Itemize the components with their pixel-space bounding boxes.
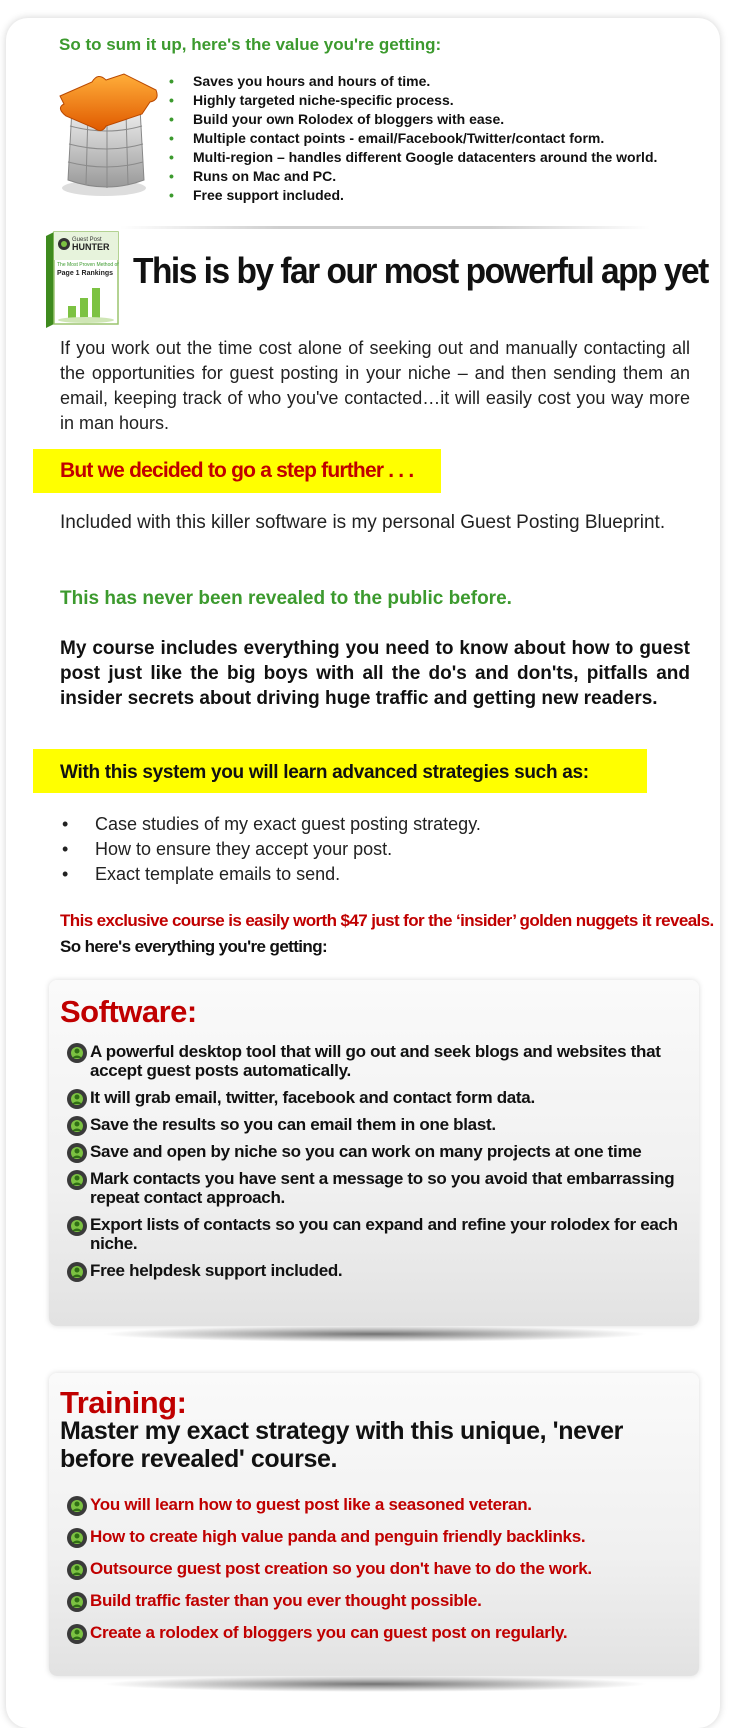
intro-paragraph: If you work out the time cost alone of seeking out and manually contacting all the opportunities for guest posting in your niche – and then sending them an email, keeping track of who you've contacted…it will easily cost you way more in man hours. [60, 338, 690, 433]
hunter-icon [66, 1115, 88, 1137]
list-item [60, 1042, 690, 1080]
hunter-icon [66, 1559, 88, 1581]
hunter-icon [66, 1215, 88, 1237]
list-item: • Exact template emails to send. [60, 862, 481, 887]
software-list [60, 1042, 690, 1280]
hunter-icon [66, 1261, 88, 1283]
hunter-icon [66, 1088, 88, 1110]
list-item [60, 1623, 690, 1642]
training-subtitle: Master my exact strategy with this unique, 'never before revealed' course. [60, 1417, 623, 1473]
hunter-icon [66, 1527, 88, 1549]
value-list [165, 72, 657, 205]
training-title: Training: [60, 1385, 187, 1420]
never-revealed-text: This has never been revealed to the public before. [60, 588, 512, 609]
list-item: • How to ensure they accept your post. [60, 837, 481, 862]
list-item [60, 1559, 690, 1578]
list-item-text: It will grab email, twitter, facebook and contact form data. [90, 1088, 535, 1107]
list-item-text: Save and open by niche so you can work on many projects at one time [90, 1142, 642, 1161]
list-item [60, 1261, 690, 1280]
hunter-icon [66, 1169, 88, 1191]
list-item [60, 1591, 690, 1610]
list-item-text: Mark contacts you have sent a message to so you avoid that embarrassing repeat contact approach. [90, 1169, 675, 1207]
box-tagline: The Most Proven Method of [57, 262, 119, 268]
list-item: • Runs on Mac and PC. [165, 167, 657, 186]
list-item [60, 1527, 690, 1546]
list-item [60, 1088, 690, 1107]
divider [120, 226, 650, 229]
list-item-text: Free helpdesk support included. [90, 1261, 343, 1280]
list-item-text: Create a rolodex of bloggers you can guest post on regularly. [90, 1623, 568, 1642]
list-item: • Highly targeted niche-specific process. [165, 91, 657, 110]
box-brand: Guest Post [72, 237, 102, 243]
list-item: • Saves you hours and hours of time. [165, 72, 657, 91]
list-item [60, 1495, 690, 1514]
list-item-text: Build traffic faster than you ever thought possible. [90, 1591, 482, 1610]
list-item: • Case studies of my exact guest posting strategy. [60, 812, 481, 837]
box-name: HUNTER [72, 242, 110, 252]
list-item-text: Export lists of contacts so you can expand and refine your rolodex for each niche. [90, 1215, 678, 1253]
course-paragraph: My course includes everything you need to know about how to guest post just like the big boys with all the do's and don'ts, pitfalls and insider secrets about driving huge traffic and getting new readers. [60, 638, 690, 709]
list-item-text: You will learn how to guest post like a seasoned veteran. [90, 1495, 532, 1514]
list-item [60, 1169, 690, 1207]
list-item [60, 1115, 690, 1134]
headline: This is by far our most powerful app yet [133, 250, 708, 291]
list-item [60, 1142, 690, 1161]
software-title: Software: [60, 994, 197, 1029]
hunter-icon [66, 1591, 88, 1613]
included-text: Included with this killer software is my personal Guest Posting Blueprint. [60, 512, 666, 533]
list-item [60, 1215, 690, 1253]
worth-text: This exclusive course is easily worth $47 just for the ‘insider’ golden nuggets it reveals. [60, 911, 714, 930]
hunter-icon [66, 1495, 88, 1517]
heres-text: So here's everything you're getting: [60, 937, 328, 956]
box-shadow [100, 1676, 650, 1692]
product-box-image [42, 230, 122, 328]
puzzle-stack-icon [52, 68, 162, 198]
list-item-text: A powerful desktop tool that will go out and seek blogs and websites that accept guest posts automatically. [90, 1042, 661, 1080]
box-shadow [100, 1326, 650, 1342]
list-item: • Multi-region – handles different Google datacenters around the world. [165, 148, 657, 167]
box-title: Page 1 Rankings [57, 270, 114, 277]
strategies-list [60, 812, 481, 887]
value-title: So to sum it up, here's the value you're getting: [59, 35, 442, 54]
hunter-icon [66, 1042, 88, 1064]
list-item-text: How to create high value panda and penguin friendly backlinks. [90, 1527, 586, 1546]
further-highlight: But we decided to go a step further . . . [60, 459, 414, 482]
hunter-icon [66, 1623, 88, 1645]
list-item-text: Save the results so you can email them in one blast. [90, 1115, 496, 1134]
list-item-text: Outsource guest post creation so you don't have to do the work. [90, 1559, 592, 1578]
list-item: • Build your own Rolodex of bloggers with ease. [165, 110, 657, 129]
training-list [60, 1495, 690, 1642]
hunter-icon [66, 1142, 88, 1164]
list-item: • Free support included. [165, 186, 657, 205]
strategies-highlight: With this system you will learn advanced strategies such as: [60, 762, 589, 783]
list-item: • Multiple contact points - email/Facebook/Twitter/contact form. [165, 129, 657, 148]
